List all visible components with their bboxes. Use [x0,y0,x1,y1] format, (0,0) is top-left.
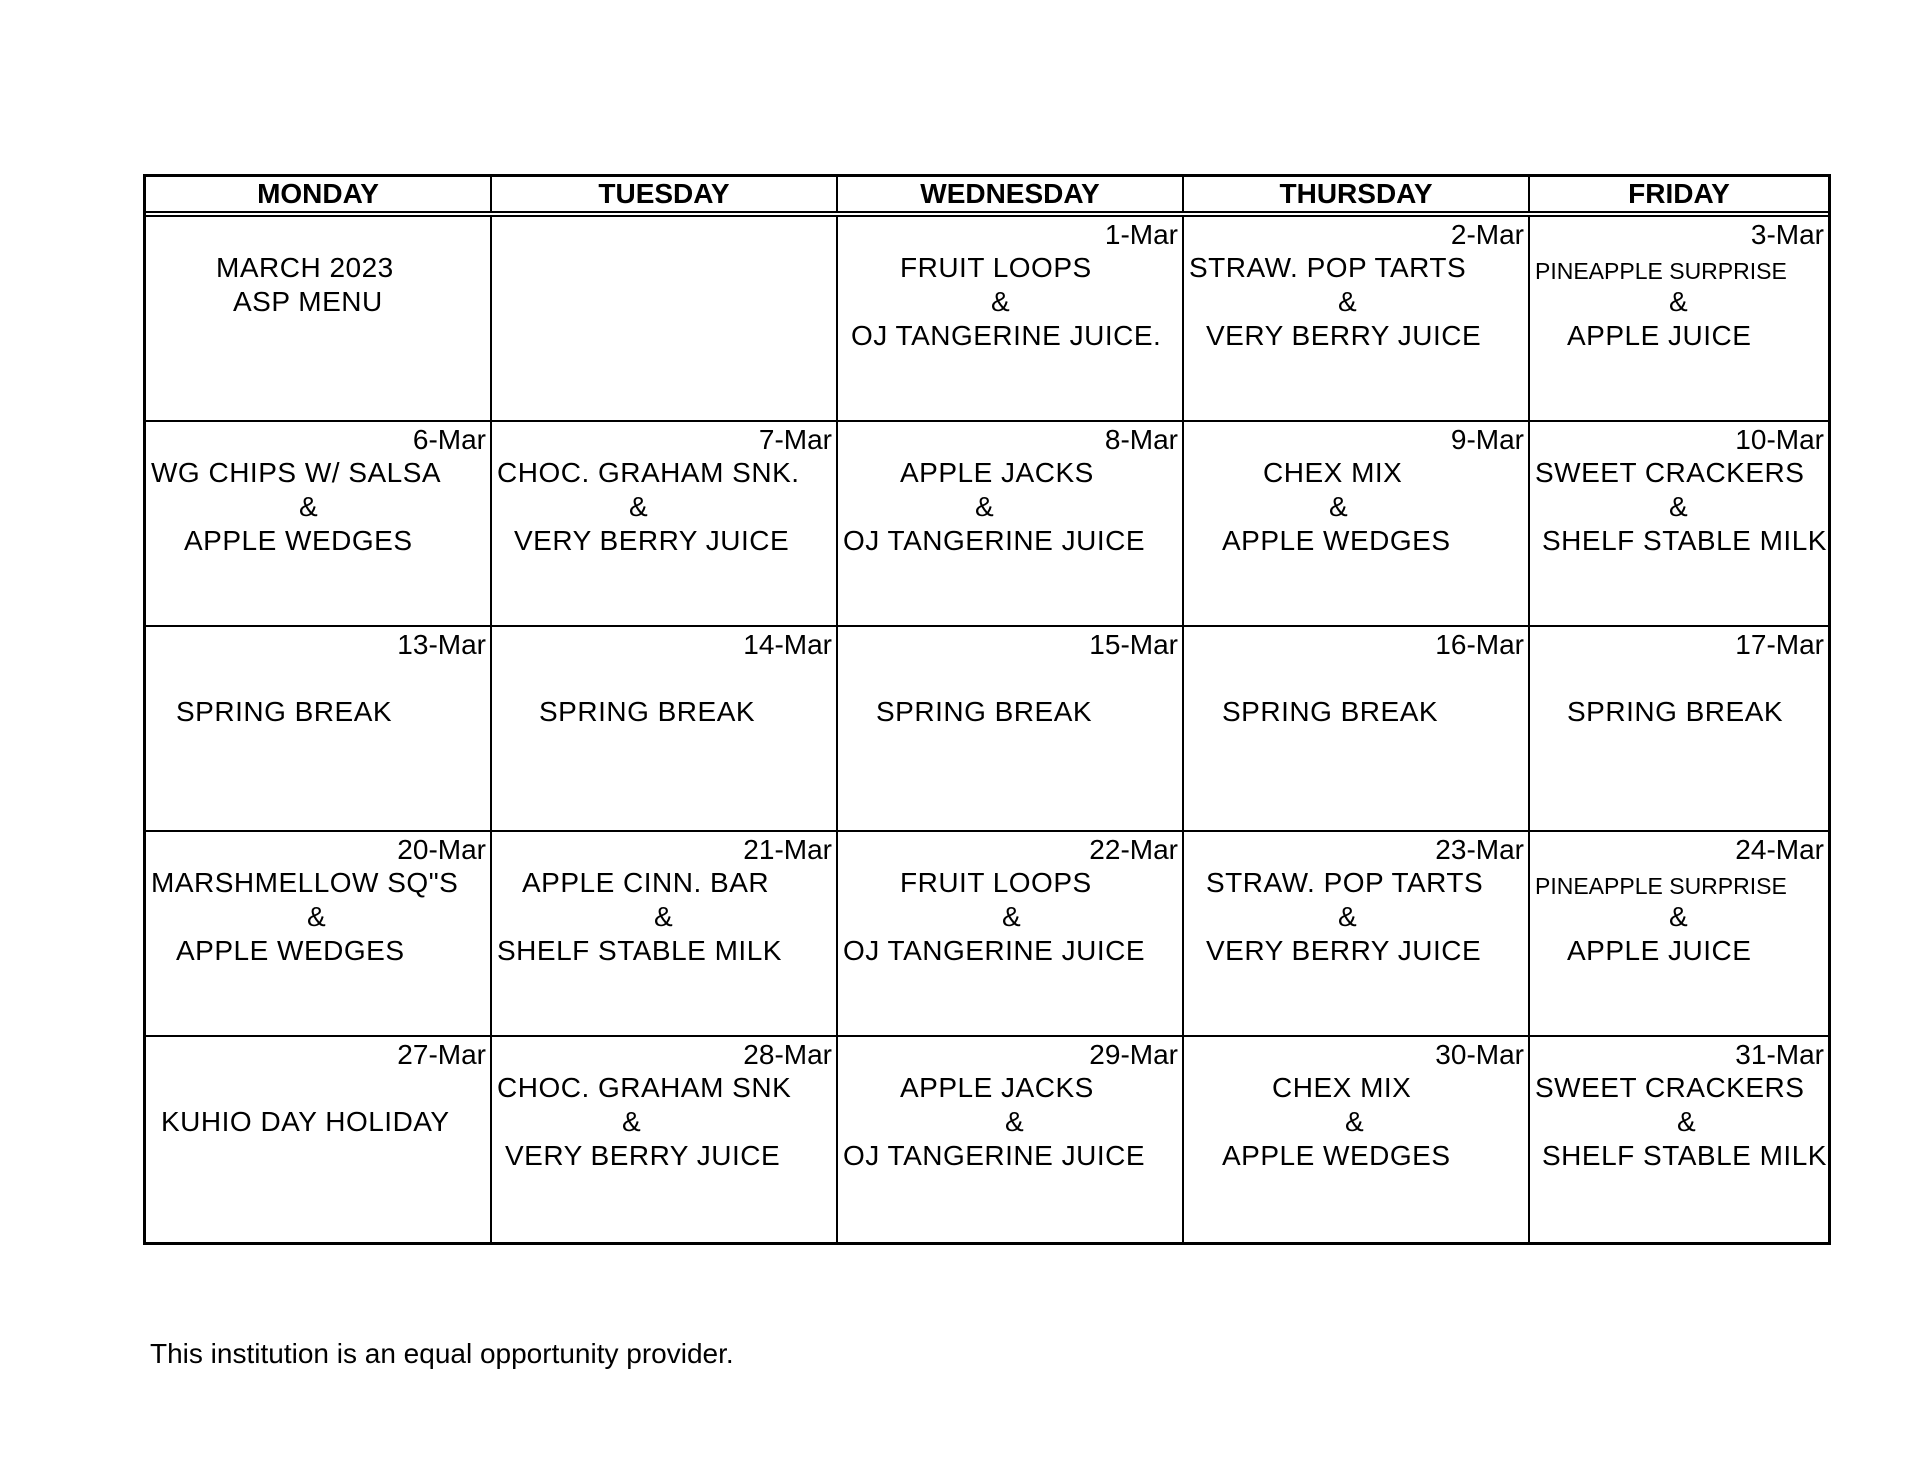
header-monday: MONDAY [146,177,492,211]
date-label: 3-Mar [1750,219,1824,250]
menu-item-line: OJ TANGERINE JUICE. [851,320,1162,351]
menu-item-line: SPRING BREAK [876,696,1093,727]
day-cell-friday [1530,422,1828,627]
menu-item-line: OJ TANGERINE JUICE [843,935,1146,966]
day-cell-wednesday [838,217,1184,422]
day-cell-thursday [1184,422,1530,627]
date-label: 1-Mar [1104,219,1178,250]
menu-item-line: KUHIO DAY HOLIDAY [161,1106,450,1137]
menu-item-line: VERY BERRY JUICE [1206,935,1482,966]
day-cell-monday [146,1037,492,1242]
menu-item-line: APPLE JUICE [1567,935,1752,966]
day-cell-friday [1530,217,1828,422]
menu-item-line: PINEAPPLE SURPRISE [1535,258,1787,284]
day-cell-friday [1530,832,1828,1037]
menu-item-line: & [1002,901,1022,932]
menu-item-line: FRUIT LOOPS [900,252,1092,283]
menu-item-line: STRAW. POP TARTS [1206,867,1484,898]
date-label: 24-Mar [1735,834,1824,865]
menu-item-line: APPLE JACKS [900,457,1094,488]
day-cell-tuesday [492,217,838,422]
menu-item-line: OJ TANGERINE JUICE [843,1140,1146,1171]
date-label: 13-Mar [397,629,486,660]
menu-item-line: & [1338,901,1358,932]
menu-item-line: VERY BERRY JUICE [514,525,790,556]
date-label: 14-Mar [743,629,832,660]
menu-item-line: VERY BERRY JUICE [1206,320,1482,351]
menu-item-line: & [1669,901,1689,932]
menu-item-line: CHOC. GRAHAM SNK. [497,457,800,488]
day-cell-tuesday [492,1037,838,1242]
menu-item-line: CHEX MIX [1272,1072,1412,1103]
menu-item-line: ASP MENU [233,286,383,317]
date-label: 8-Mar [1104,424,1178,455]
menu-item-line: SPRING BREAK [539,696,756,727]
day-cell-monday [146,832,492,1037]
menu-item-line: WG CHIPS W/ SALSA [151,457,442,488]
menu-item-line: & [1669,491,1689,522]
day-cell-thursday [1184,627,1530,832]
date-label: 22-Mar [1089,834,1178,865]
menu-item-line: & [991,286,1011,317]
date-label: 2-Mar [1450,219,1524,250]
menu-item-line: CHOC. GRAHAM SNK [497,1072,792,1103]
date-label: 10-Mar [1735,424,1824,455]
menu-item-line: SWEET CRACKERS [1535,1072,1805,1103]
menu-item-line: & [654,901,674,932]
menu-item-line: & [622,1106,642,1137]
menu-item-line: APPLE WEDGES [1222,1140,1451,1171]
footer-note: This institution is an equal opportunity provider. [150,1338,734,1369]
menu-item-line: STRAW. POP TARTS [1189,252,1467,283]
day-cell-monday [146,217,492,422]
date-label: 15-Mar [1089,629,1178,660]
header-wednesday: WEDNESDAY [838,177,1184,211]
day-cell-monday [146,422,492,627]
day-cell-wednesday [838,1037,1184,1242]
menu-item-line: & [1338,286,1358,317]
menu-item-line: SHELF STABLE MILK [497,935,782,966]
menu-item-line: APPLE CINN. BAR [522,867,770,898]
day-cell-wednesday [838,627,1184,832]
menu-item-line: & [975,491,995,522]
day-cell-thursday [1184,1037,1530,1242]
menu-item-line: & [299,491,319,522]
calendar-body [146,217,1828,1242]
menu-item-line: & [1345,1106,1365,1137]
menu-item-line: FRUIT LOOPS [900,867,1092,898]
menu-item-line: OJ TANGERINE JUICE [843,525,1146,556]
menu-calendar-table [143,174,1831,1245]
day-cell-friday [1530,627,1828,832]
date-label: 28-Mar [743,1039,832,1070]
date-label: 17-Mar [1735,629,1824,660]
menu-item-line: MARCH 2023 [216,252,394,283]
day-cell-thursday [1184,217,1530,422]
menu-item-line: SHELF STABLE MILK [1542,1140,1827,1171]
menu-item-line: & [1005,1106,1025,1137]
menu-item-line: APPLE JUICE [1567,320,1752,351]
header-tuesday: TUESDAY [492,177,838,211]
menu-item-line: SPRING BREAK [1222,696,1439,727]
date-label: 16-Mar [1435,629,1524,660]
date-label: 31-Mar [1735,1039,1824,1070]
header-thursday: THURSDAY [1184,177,1530,211]
date-label: 30-Mar [1435,1039,1524,1070]
menu-item-line: & [307,901,327,932]
menu-item-line: & [1329,491,1349,522]
date-label: 7-Mar [758,424,832,455]
date-label: 9-Mar [1450,424,1524,455]
menu-item-line: APPLE WEDGES [184,525,413,556]
day-cell-wednesday [838,832,1184,1037]
day-cell-thursday [1184,832,1530,1037]
date-label: 20-Mar [397,834,486,865]
day-cell-monday [146,627,492,832]
menu-item-line: APPLE JACKS [900,1072,1094,1103]
menu-item-line: & [1669,286,1689,317]
menu-item-line: & [1677,1106,1697,1137]
menu-item-line: CHEX MIX [1263,457,1403,488]
menu-item-line: MARSHMELLOW SQ"S [151,867,459,898]
day-cell-tuesday [492,627,838,832]
day-cell-wednesday [838,422,1184,627]
menu-item-line: APPLE WEDGES [176,935,405,966]
menu-item-line: APPLE WEDGES [1222,525,1451,556]
date-label: 27-Mar [397,1039,486,1070]
weekday-header-row [146,177,1828,217]
day-cell-tuesday [492,832,838,1037]
menu-item-line: PINEAPPLE SURPRISE [1535,873,1787,899]
date-label: 6-Mar [412,424,486,455]
day-cell-friday [1530,1037,1828,1242]
header-friday: FRIDAY [1628,178,1730,209]
date-label: 21-Mar [743,834,832,865]
menu-item-line: SHELF STABLE MILK [1542,525,1827,556]
menu-item-line: SPRING BREAK [1567,696,1784,727]
date-label: 29-Mar [1089,1039,1178,1070]
menu-item-line: VERY BERRY JUICE [505,1140,781,1171]
day-cell-tuesday [492,422,838,627]
menu-item-line: & [629,491,649,522]
date-label: 23-Mar [1435,834,1524,865]
menu-item-line: SPRING BREAK [176,696,393,727]
menu-item-line: SWEET CRACKERS [1535,457,1805,488]
